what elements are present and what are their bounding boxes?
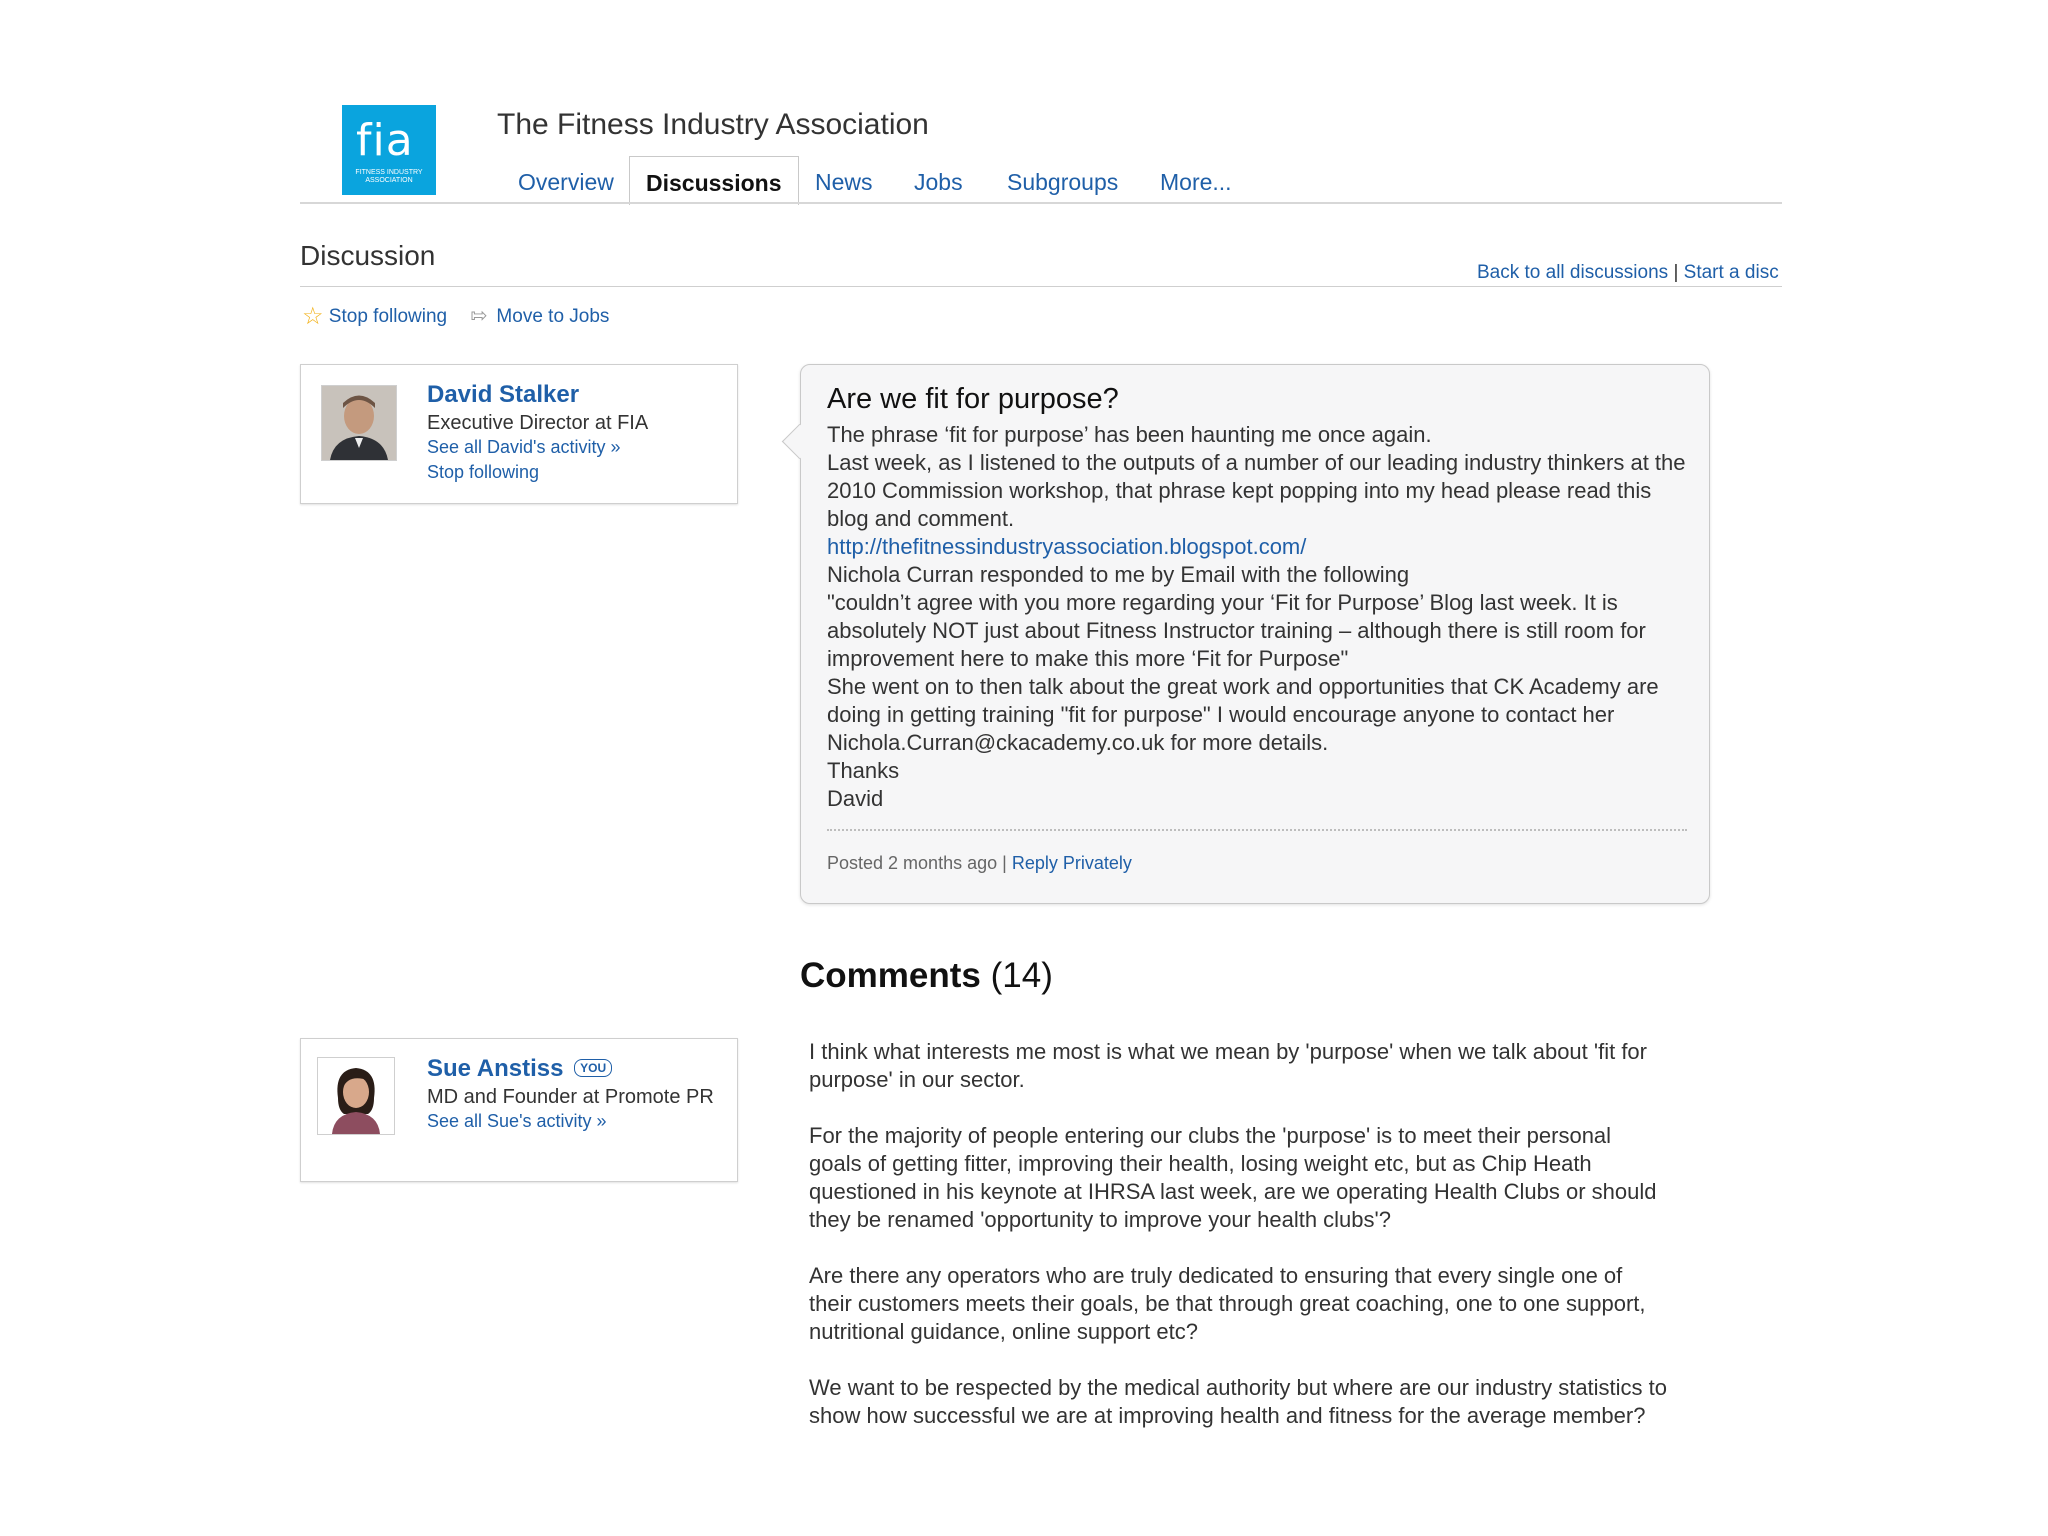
post-paragraph: The phrase ‘fit for purpose’ has been haunting me once again.	[827, 422, 1432, 447]
fia-logo[interactable]	[342, 105, 436, 195]
tab-more[interactable]: More...	[1160, 169, 1232, 195]
tab-jobs[interactable]: Jobs	[914, 169, 963, 195]
blog-link[interactable]: http://thefitnessindustryassociation.blogspot.com/	[827, 534, 1307, 559]
tab-news[interactable]: News	[815, 169, 873, 195]
link-separator: |	[1673, 262, 1679, 283]
tab-discussions[interactable]: Discussions	[629, 156, 799, 205]
start-discussion-link[interactable]: Start a disc	[1683, 262, 1779, 283]
discussion-divider	[300, 286, 1782, 287]
comment-paragraph: For the majority of people entering our clubs the 'purpose' is to meet their personal goals of getting fitter, improving their health, losing weight etc, but as Chip Heath questioned in his keynote at IHRSA last week, are we operating Health Clubs or should they be renamed 'opportunity to improve your health clubs'?	[809, 1123, 1657, 1232]
author-name[interactable]: David Stalker	[427, 381, 580, 408]
post-paragraph: Nichola Curran responded to me by Email with the following	[827, 562, 1410, 587]
commenter-avatar[interactable]	[317, 1057, 395, 1135]
comment-body	[809, 1038, 1669, 1458]
commenter-title: MD and Founder at Promote PR	[427, 1086, 714, 1108]
logo-mark: fia	[356, 115, 414, 166]
post-paragraph: "couldn’t agree with you more regarding your ‘Fit for Purpose’ Blog last week. It is absolutely NOT just about Fitness Instructor training – although there is still room for improvement here to make this more ‘Fit for Purpose"	[827, 590, 1646, 671]
commenter-activity-link[interactable]: See all Sue's activity »	[427, 1111, 607, 1131]
discussion-actions	[302, 302, 609, 331]
you-badge: YOU	[574, 1059, 612, 1077]
stop-following-link[interactable]: Stop following	[328, 306, 448, 327]
author-title: Executive Director at FIA	[427, 412, 649, 434]
discussion-links	[1477, 262, 1782, 284]
comments-label: Comments	[800, 956, 981, 995]
comment-paragraph: We want to be respected by the medical authority but where are our industry statistics to show how successful we are at improving health and fitness for the average member?	[809, 1375, 1668, 1428]
post-divider	[827, 829, 1687, 831]
post-paragraph: She went on to then talk about the great work and opportunities that CK Academy are doing in getting training "fit for purpose" I would encourage anyone to contact her Nichola.Curran@ckacademy.co.uk for more details.	[827, 674, 1659, 755]
header-divider	[300, 202, 1782, 204]
meta-separator: |	[1002, 853, 1007, 873]
author-activity-link[interactable]: See all David's activity »	[427, 437, 621, 457]
commenter-name[interactable]: Sue Anstiss	[427, 1055, 564, 1082]
tab-overview[interactable]: Overview	[518, 169, 614, 195]
post-paragraph: Last week, as I listened to the outputs of a number of our leading industry thinkers at the 2010 Commission workshop, that phrase kept popping into my head please read this blog and comment.	[827, 450, 1686, 531]
post-bubble	[800, 364, 1710, 904]
tab-subgroups[interactable]: Subgroups	[1007, 169, 1119, 195]
logo-tagline: FITNESS INDUSTRY ASSOCIATION	[355, 169, 423, 184]
discussion-heading: Discussion	[300, 240, 436, 271]
comment-paragraph: Are there any operators who are truly dedicated to ensuring that every single one of their customers meets their goals, be that through great coaching, one to one support, nutritional guidance, online support etc?	[809, 1263, 1646, 1344]
comments-heading	[800, 956, 1053, 996]
comment-paragraph: I think what interests me most is what we mean by 'purpose' when we talk about 'fit for purpose' in our sector.	[809, 1039, 1647, 1092]
back-to-discussions-link[interactable]: Back to all discussions	[1477, 262, 1669, 283]
reply-privately-link[interactable]: Reply Privately	[1011, 853, 1132, 873]
move-to-jobs-link[interactable]: Move to Jobs	[496, 306, 610, 327]
move-icon: ⇰	[470, 305, 488, 327]
post-meta	[827, 853, 1132, 874]
author-avatar[interactable]	[321, 385, 397, 461]
post-paragraph: Thanks	[827, 758, 900, 783]
post-title: Are we fit for purpose?	[827, 383, 1119, 415]
post-paragraph: David	[827, 786, 884, 811]
commenter-card	[300, 1038, 738, 1182]
comments-count: (14)	[990, 956, 1053, 995]
group-title: The Fitness Industry Association	[497, 108, 929, 141]
posted-time: Posted 2 months ago	[827, 853, 998, 873]
author-stop-following-link[interactable]: Stop following	[427, 462, 540, 482]
author-card	[300, 364, 738, 504]
post-body	[827, 421, 1687, 813]
star-icon: ☆	[302, 303, 324, 330]
